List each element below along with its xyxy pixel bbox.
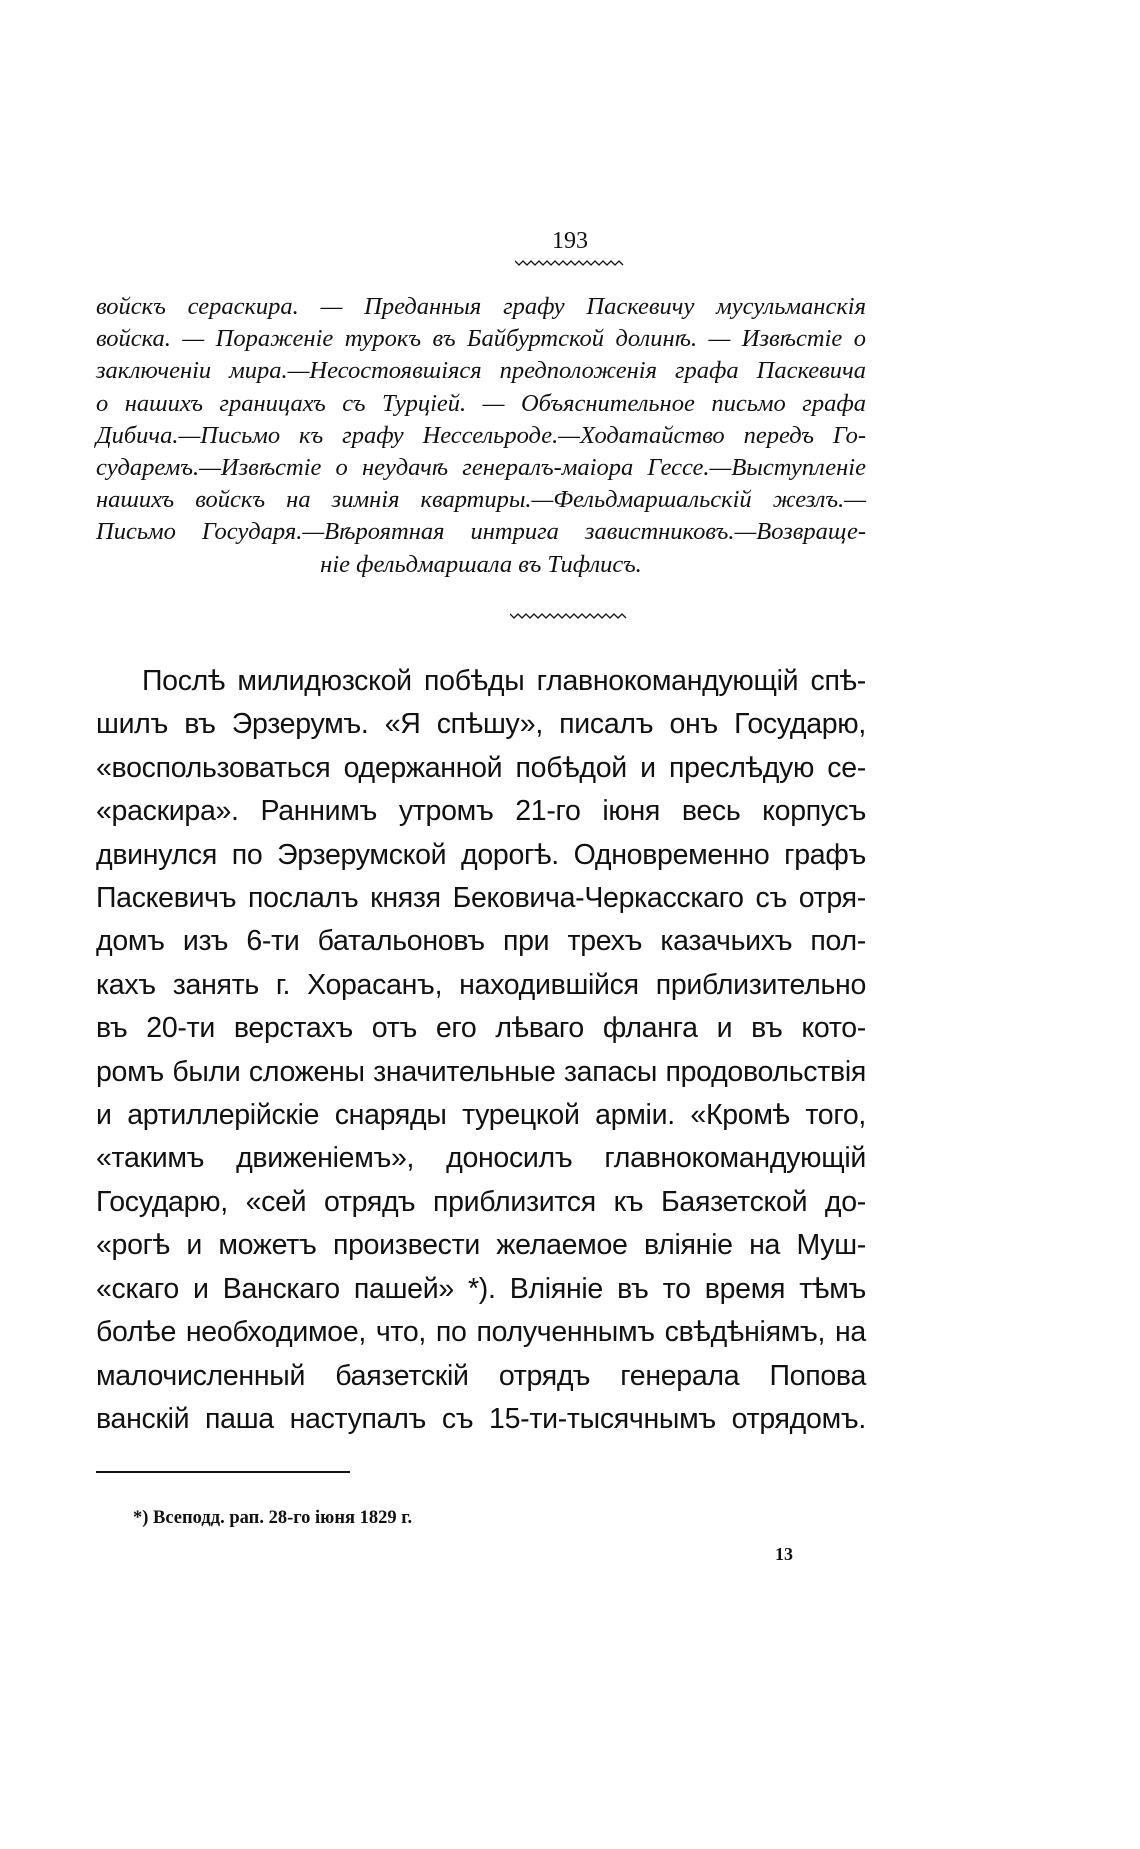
- paragraph-line: двинулся по Эрзерумской дорогѣ. Одновременно графъ: [96, 838, 866, 871]
- main-paragraph: [96, 660, 866, 1441]
- top-ornament-divider: [0, 258, 1140, 268]
- summary-line: войскъ сераскира. — Преданныя графу Паскевичу мусульманскія: [96, 293, 866, 320]
- summary-line: Письмо Государя.—Вѣроятная интрига завистниковъ.—Возвраще-: [96, 518, 866, 546]
- summary-line: заключеніи мира.—Несостоявшіяся предположенія графа Паскевича: [96, 357, 866, 385]
- summary-line: сударемъ.—Извѣстіе о неудачѣ генералъ-маіора Гессе.—Выступленіе: [96, 454, 866, 482]
- printer-signature-mark: 13: [775, 1544, 793, 1564]
- paragraph-line: «рогѣ и можетъ произвести желаемое вліяніе на Муш-: [96, 1229, 866, 1262]
- paragraph-line: «воспользоваться одержанной побѣдой и преслѣдую се-: [96, 751, 866, 784]
- footnote-separator: [96, 1471, 350, 1473]
- paragraph-line: болѣе необходимое, что, по полученнымъ свѣдѣніямъ, на: [96, 1316, 866, 1349]
- paragraph-line: и артиллерійскіе снаряды турецкой арміи. «Кромѣ того,: [96, 1099, 866, 1132]
- summary-line: ніе фельдмаршала въ Тифлисъ.: [320, 550, 642, 578]
- footnote: *) Всеподд. рап. 28-го іюня 1829 г.: [133, 1508, 413, 1528]
- summary-line: Дибича.—Письмо къ графу Нессельроде.—Ходатайство передъ Го-: [96, 421, 866, 449]
- paragraph-line: малочисленный баязетскій отрядъ генерала Попова: [96, 1359, 866, 1392]
- paragraph-line: «раскира». Раннимъ утромъ 21-го іюня весь корпусъ: [96, 795, 866, 828]
- page-number: 193: [552, 228, 588, 254]
- paragraph-line: «такимъ движеніемъ», доносилъ главнокомандующій: [96, 1142, 866, 1175]
- chapter-summary: [96, 291, 866, 581]
- section-ornament-divider: [0, 611, 1140, 621]
- paragraph-line: ванскій паша наступалъ съ 15-ти-тысячнымъ отрядомъ.: [96, 1402, 866, 1435]
- paragraph-line: Паскевичъ послалъ князя Бековича-Черкасскаго съ отря-: [96, 882, 866, 915]
- paragraph-line: «скаго и Ванскаго пашей» *). Вліяніе въ то время тѣмъ: [96, 1272, 866, 1305]
- paragraph-line: ромъ были сложены значительные запасы продовольствія: [96, 1055, 866, 1088]
- paragraph-line: шилъ въ Эрзерумъ. «Я спѣшу», писалъ онъ Государю,: [96, 708, 866, 741]
- summary-line: о нашихъ границахъ съ Турціей. — Объяснительное письмо графа: [96, 389, 866, 417]
- summary-line: нашихъ войскъ на зимнія квартиры.—Фельдмаршальскій жезлъ.—: [96, 486, 866, 514]
- summary-line: войска. — Пораженіе турокъ въ Байбуртской долинѣ. — Извѣстіе о: [96, 325, 866, 353]
- paragraph-line: Государю, «сей отрядъ приблизится къ Баязетской до-: [96, 1185, 866, 1218]
- paragraph-line: кахъ занять г. Хорасанъ, находившійся приблизительно: [96, 968, 866, 1001]
- paragraph-line: Послѣ милидюзской побѣды главнокомандующій спѣ-: [142, 665, 866, 697]
- paragraph-line: въ 20-ти верстахъ отъ его лѣваго фланга и въ кото-: [96, 1012, 866, 1045]
- paragraph-line: домъ изъ 6-ти батальоновъ при трехъ казачьихъ пол-: [96, 925, 866, 958]
